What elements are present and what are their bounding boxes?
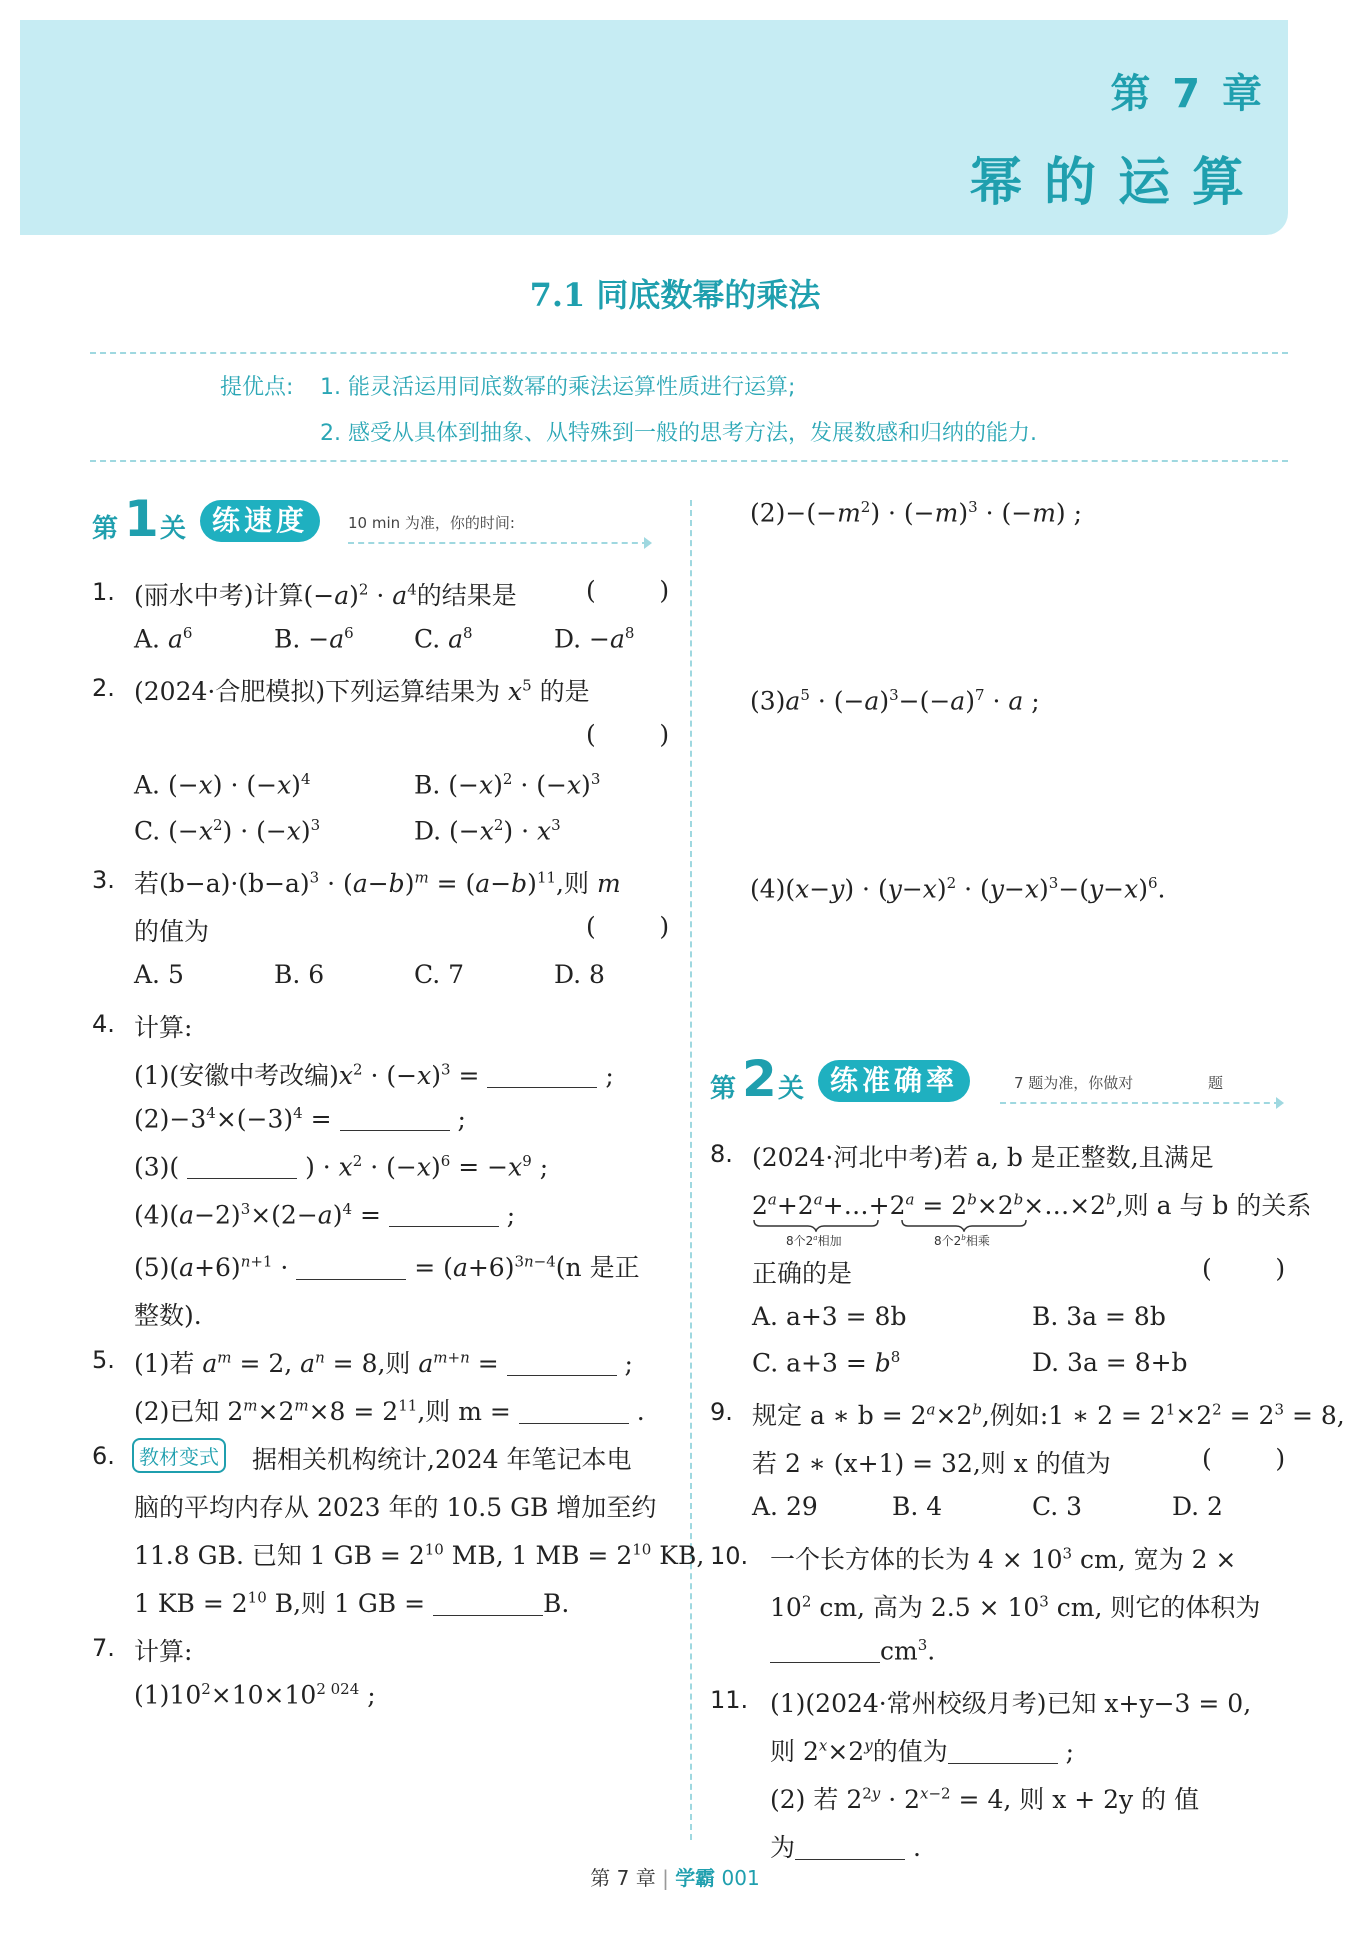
question-5-part-1: (1)若 $a^m = 2$, $a^n = 8$,则 $a^{m+n}$ = ; [134, 1348, 633, 1378]
question-6-line2: 脑的平均内存从 2023 年的 10.5 GB 增加至约 [134, 1493, 657, 1522]
level-number: 2 [742, 1050, 777, 1108]
question-4-part-1: (1)(安徽中考改编)$x^2 \cdot (-x)^3$ = ; [134, 1060, 614, 1090]
answer-paren: ( ) [586, 576, 670, 605]
option-b: B. $(-x)^2 \cdot (-x)^3$ [414, 770, 601, 800]
level-guan: 关 [778, 1074, 805, 1104]
level-name-badge: 练准确率 [818, 1060, 970, 1102]
question-7-part-4: $(4)(x-y) \cdot (y-x)^2 \cdot (y-x)^3-(y-x)^6$. [750, 874, 1166, 904]
question-1-stem: (丽水中考)计算$(-a)^2 \cdot a^4$的结果是 [134, 580, 517, 610]
question-10-line2: $10^2$ cm, 高为 $2.5 \times 10^3$ cm, 则它的体积为 [770, 1592, 1261, 1622]
question-9-line2: 若 2 ∗ (x+1) = 32,则 x 的值为 [752, 1449, 1111, 1478]
question-8-stem: (2024·河北中考)若 a, b 是正整数,且满足 [752, 1143, 1214, 1172]
level-guan: 关 [160, 514, 187, 544]
level-name-badge: 练速度 [200, 500, 320, 542]
question-8-equation: $2^a+2^a+\dots+2^a$ = $2^b\times 2^b\times\dots\times 2^b$,则 a 与 b 的关系 [752, 1190, 1312, 1220]
level-note: 10 min 为准，你的时间: [348, 514, 515, 532]
question-7-part-3: $(3)a^5 \cdot (-a)^3-(-a)^7 \cdot a$ ; [750, 686, 1040, 716]
footer-brand: 学霸 [675, 1866, 716, 1890]
option-d: D. $(-x^2) \cdot x^3$ [414, 816, 561, 846]
option-b: B. 3a = 8b [1032, 1302, 1166, 1331]
option-a: A. a+3 = 8b [752, 1302, 907, 1331]
page-footer: 第 7 章 | 学霸 001 [590, 1866, 760, 1890]
objective-1: 1. 能灵活运用同底数幂的乘法运算性质进行运算; [320, 375, 796, 400]
option-c: C. $a^8$ [414, 624, 473, 654]
answer-paren: ( ) [1202, 1254, 1286, 1283]
level-di: 第 [710, 1074, 737, 1104]
option-d: D. 3a = 8+b [1032, 1348, 1188, 1377]
level-arrow [348, 542, 648, 544]
question-5-part-2: (2)已知 $2^m\times 2^m\times 8 = 2^{11}$,则 m = . [134, 1396, 645, 1426]
question-11-part-2: (2) 若 $2^{2y} \cdot 2^{x-2} = 4$, 则 x + 2y 的 值 [770, 1784, 1200, 1814]
level-di: 第 [92, 514, 119, 544]
objective-2: 2. 感受从具体到抽象、从特殊到一般的思考方法，发展数感和归纳的能力. [320, 421, 1037, 446]
question-6-line3: 11.8 GB. 已知 1 GB = $2^{10}$ MB, 1 MB = $2^{10}$ KB, [134, 1540, 705, 1570]
question-11-part-1: (1)(2024·常州校级月考)已知 x+y−3 = 0, [770, 1689, 1252, 1718]
option-c: C. 7 [414, 960, 465, 989]
option-d: D. $-a^8$ [554, 624, 635, 654]
brace-label-1: 8个2$^a$相加 [786, 1233, 842, 1248]
option-a: A. 29 [752, 1492, 818, 1521]
question-11-part-2-line2: 为 . [770, 1833, 921, 1862]
answer-paren: ( ) [586, 912, 670, 941]
question-3-line2: 的值为 [134, 917, 210, 946]
question-number: 5. [92, 1346, 115, 1374]
question-4-part-5: $(5)(a+6)^{n+1}$ · = $(a+6)^{3n-4}(n$ 是正 [134, 1252, 640, 1282]
column-divider [690, 500, 692, 1840]
level-note: 7 题为准，你做对 [1014, 1074, 1134, 1092]
chapter-title: 幂的运算 [969, 153, 1266, 213]
textbook-variant-tag: 教材变式 [132, 1438, 226, 1473]
level-1-header [92, 490, 662, 548]
objectives-box [90, 352, 1288, 462]
question-number: 4. [92, 1010, 115, 1038]
answer-paren: ( ) [1202, 1444, 1286, 1473]
option-c: C. 3 [1032, 1492, 1083, 1521]
level-2-header [710, 1050, 1290, 1108]
question-10-line1: 一个长方体的长为 $4 \times 10^3$ cm, 宽为 2 × [770, 1544, 1237, 1574]
option-c: C. $(-x^2) \cdot (-x)^3$ [134, 816, 321, 846]
level-arrow [1000, 1102, 1280, 1104]
level-number: 1 [124, 490, 159, 548]
question-6-line1: 据相关机构统计,2024 年笔记本电 [252, 1445, 632, 1474]
objectives-label: 提优点: [220, 375, 294, 400]
section-title: 7.1 同底数幂的乘法 [529, 276, 821, 314]
question-7-part-2: $(2)-(-m^2) \cdot (-m)^3 \cdot (-m)$ ; [750, 498, 1083, 528]
question-4-stem: 计算: [134, 1013, 193, 1042]
question-number: 11. [710, 1686, 749, 1714]
option-a: A. $a^6$ [134, 624, 193, 654]
option-a: A. $(-x) \cdot (-x)^4$ [134, 770, 311, 800]
question-number: 6. [92, 1442, 115, 1470]
question-number: 9. [710, 1398, 733, 1426]
level-note-end: 题 [1208, 1074, 1224, 1092]
page-number: 001 [721, 1866, 760, 1890]
question-6-line4: 1 KB = $2^{10}$ B,则 1 GB = B. [134, 1588, 570, 1618]
question-4-part-3: (3)( ) · $x^2 \cdot (-x)^6 = -x^9$ ; [134, 1152, 549, 1182]
question-number: 10. [710, 1542, 749, 1570]
question-number: 2. [92, 674, 115, 702]
option-d: D. 2 [1172, 1492, 1223, 1521]
option-d: D. 8 [554, 960, 605, 989]
option-a: A. 5 [134, 960, 184, 989]
question-number: 1. [92, 578, 115, 606]
brace-label-2: 8个2$^b$相乘 [934, 1233, 990, 1248]
option-c: C. $a+3 = b^8$ [752, 1348, 901, 1378]
option-b: B. 6 [274, 960, 325, 989]
question-9-line1: 规定 a ∗ $b = 2^a\times 2^b$,例如:1 ∗ $2 = 2^1\times 2^2 = 2^3 = 8$, [752, 1400, 1345, 1430]
question-4-part-4: $(4)(a-2)^3\times(2-a)^4$ = ; [134, 1200, 516, 1230]
question-2-stem: (2024·合肥模拟)下列运算结果为 $x^5$ 的是 [134, 676, 590, 706]
question-7-part-1: $(1)10^2\times 10\times 10^{2 024}$ ; [134, 1680, 376, 1710]
question-4-part-5-line2: 整数). [134, 1301, 202, 1330]
question-10-line3: $cm^3$. [770, 1636, 935, 1665]
question-7-stem: 计算: [134, 1637, 193, 1666]
answer-paren: ( ) [586, 720, 670, 749]
question-4-part-2: $(2)-3^4\times(-3)^4$ = ; [134, 1104, 466, 1134]
chapter-label: 第 7 章 [1110, 71, 1266, 117]
option-b: B. 4 [892, 1492, 943, 1521]
question-8-line3: 正确的是 [752, 1259, 853, 1288]
underbraces [752, 1218, 1152, 1232]
option-b: B. $-a^6$ [274, 624, 354, 654]
question-number: 8. [710, 1140, 733, 1168]
question-number: 7. [92, 1634, 115, 1662]
question-3-stem: 若$(b-a)\cdot(b-a)^3 \cdot (a-b)^m = (a-b)^{11}$,则 m [134, 868, 621, 898]
question-11-part-1-line2: 则 $2^x\times 2^y$的值为 ; [770, 1736, 1075, 1766]
footer-chapter: 第 7 章 [590, 1866, 656, 1890]
question-number: 3. [92, 866, 115, 894]
